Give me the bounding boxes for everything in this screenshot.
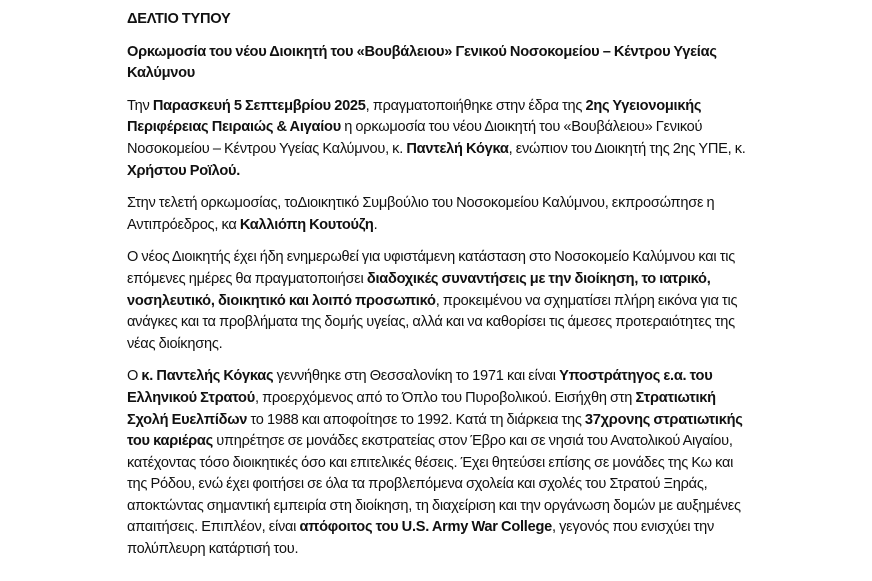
text-segment: , γεγονός που ενισχύει την πολύπλευρη κατάρτισή του. [127, 519, 715, 558]
ype-director-name: Χρήστου Ροϊλού. [127, 162, 241, 179]
director-name: Παντελή Κόγκα [406, 140, 509, 157]
region-name: 2ης Υγειονομικής Περιφέρειας Πειραιώς & Αιγαίου [127, 97, 702, 136]
text-segment: . [373, 216, 378, 233]
paragraph-board [127, 193, 752, 236]
text-segment: γεννήθηκε στη Θεσσαλονίκη το 1971 και είναι [273, 368, 560, 385]
academy-name: Στρατιωτική Σχολή Ευελπίδων [127, 389, 716, 428]
document-title: Ορκωμοσία του νέου Διοικητή του «Βουβάλειου» Γενικού Νοσοκομείου – Κέντρου Υγείας Καλύμνου [127, 43, 717, 82]
text-segment: Ο [127, 368, 142, 385]
bio-name: κ. Παντελής Κόγκας [141, 368, 274, 385]
text-segment: , πραγματοποιήθηκε στην έδρα της [365, 97, 586, 114]
meetings-text: διαδοχικές συναντήσεις με την διοίκηση, το ιατρικό, νοσηλευτικό, διοικητικό και λοιπό προσωπικό [127, 270, 711, 309]
text-segment: , προκειμένου να σχηματίσει πλήρη εικόνα για τις ανάγκες και τα προβλήματα της δομής υγείας, αλλά και να καθορίσει τις άμεσες προτεραιότητες της νέας διοίκησης. [127, 292, 738, 352]
text-segment: υπηρέτησε σε μονάδες εκστρατείας στον Έβρο και σε νησιά του Ανατολικού Αιγαίου, κατέχοντας τόσο διοικητικές όσο και επιτελικές θέσεις. Έχει θητεύσει επίσης σε μονάδες της Κω και της Ρόδου, ενώ έχει φοιτήσει σε όλα τα προβλεπόμενα σχολεία και σχολές του Στρατού Ξηράς, αποκτώντας σημαντική εμπειρία στη διοίκηση, τη διαχείριση και την οργάνωση δομών με αυξημένες απαιτήσεις. Επιπλέον, είναι [127, 433, 741, 536]
paragraph-ceremony [127, 96, 752, 182]
paragraph-biography [127, 366, 752, 560]
text-segment: , ενώπιον του Διοικητή της 2ης ΥΠΕ, κ. [508, 140, 746, 157]
press-release-document [127, 9, 752, 572]
career-text: 37χρονης στρατιωτικής του καριέρας [127, 411, 743, 450]
document-heading: ΔΕΛΤΙΟ ΤΥΠΟΥ [127, 11, 231, 27]
text-segment: , προερχόμενος από το Όπλο του Πυροβολικού. Εισήχθη στη [254, 389, 636, 406]
text-segment: το 1988 και αποφοίτησε το 1992. Κατά τη διάρκεια της [247, 411, 585, 428]
vice-president-name: Καλλιόπη Κουτούζη [239, 216, 374, 233]
text-segment: η ορκωμοσία του νέου Διοικητή του «Βουβάλειου» Γενικού Νοσοκομείου – Κέντρου Υγείας Καλύμνου, κ. [127, 119, 703, 157]
text-segment: Ο νέος Διοικητής έχει ήδη ενημερωθεί για υφιστάμενη κατάσταση στο Νοσοκομείο Καλύμνου και τις επόμενες ημέρες θα πραγματοποιήσει [127, 249, 735, 287]
paragraph-plans [127, 247, 752, 355]
text-segment: Την [127, 97, 153, 114]
text-segment: Στην τελετή ορκωμοσίας, τοΔιοικητικό Συμβούλιο του Νοσοκομείου Καλύμνου, εκπροσώπησε η Αντιπρόεδρος, κα [127, 195, 715, 233]
war-college-text: απόφοιτος του U.S. Army War College [299, 519, 552, 536]
rank-text: Υποστράτηγος ε.α. του Ελληνικού Στρατού [127, 368, 713, 406]
date-text: Παρασκευή 5 Σεπτεμβρίου 2025 [152, 97, 366, 114]
